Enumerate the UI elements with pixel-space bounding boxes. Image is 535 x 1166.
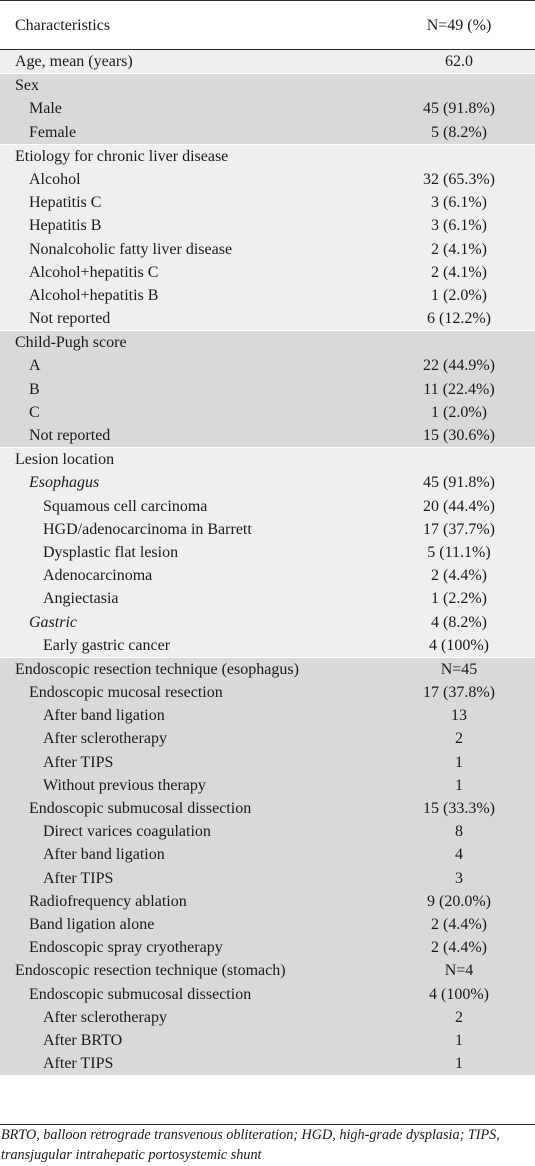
table-header xyxy=(0,0,535,50)
row-value: N=4 xyxy=(444,962,474,980)
row-value: 20 (44.4%) xyxy=(423,497,495,515)
table-row xyxy=(0,611,535,634)
table-row-group xyxy=(0,448,535,658)
table-row xyxy=(0,843,535,866)
table-row-group xyxy=(0,658,535,1076)
row-label: Esophagus xyxy=(29,474,100,492)
row-value: 17 (37.7%) xyxy=(423,520,495,538)
row-value: 6 (12.2%) xyxy=(427,310,491,328)
table-row xyxy=(0,214,535,237)
table-row-group xyxy=(0,74,535,145)
row-label: After BRTO xyxy=(43,1031,123,1049)
row-value: 15 (33.3%) xyxy=(423,800,495,817)
row-value: 45 (91.8%) xyxy=(423,474,495,492)
table-row-group xyxy=(0,331,535,448)
table-row-group xyxy=(0,145,535,332)
row-label: Nonalcoholic fatty liver disease xyxy=(29,240,233,258)
row-label: Hepatitis B xyxy=(29,217,102,235)
row-label: Endoscopic resection technique (esophagus) xyxy=(15,660,299,678)
row-label: Gastric xyxy=(29,613,77,631)
table-row xyxy=(0,518,535,541)
row-value: 4 xyxy=(455,846,463,864)
table-row xyxy=(0,401,535,424)
table-row xyxy=(0,1029,535,1052)
header-characteristics: Characteristics xyxy=(15,17,111,34)
row-label: Sex xyxy=(15,77,39,95)
row-value: 3 xyxy=(455,869,463,887)
row-value: 1 xyxy=(455,776,463,794)
row-value: 4 (100%) xyxy=(429,636,489,654)
row-label: After band ligation xyxy=(43,846,165,864)
row-value: 13 xyxy=(451,707,467,725)
header-n-total: N=49 (%) xyxy=(426,17,492,34)
table-row xyxy=(0,354,535,377)
row-label: After TIPS xyxy=(43,1055,114,1073)
table-row xyxy=(0,936,535,959)
row-value: 2 (4.1%) xyxy=(431,263,487,281)
table-row xyxy=(0,168,535,191)
row-label: After band ligation xyxy=(43,707,165,725)
row-value: 2 (4.4%) xyxy=(431,939,487,957)
row-label: HGD/adenocarcinoma in Barrett xyxy=(43,520,252,538)
row-value: 62.0 xyxy=(445,53,473,70)
table-row xyxy=(0,448,535,471)
row-label: B xyxy=(29,380,40,398)
row-value: N=45 xyxy=(440,660,478,678)
table-row xyxy=(0,658,535,681)
row-label: Age, mean (years) xyxy=(15,53,133,70)
row-value: 11 (22.4%) xyxy=(423,380,495,398)
row-value: 8 xyxy=(455,823,463,841)
row-value: 4 (8.2%) xyxy=(431,613,487,631)
row-label: Not reported xyxy=(29,427,111,444)
row-label: Endoscopic resection technique (stomach) xyxy=(15,962,286,980)
table-row xyxy=(0,681,535,704)
row-label: Endoscopic mucosal resection xyxy=(29,684,223,702)
table-row xyxy=(0,541,535,564)
row-value: 3 (6.1%) xyxy=(431,217,487,235)
row-label: Endoscopic submucosal dissection xyxy=(29,985,252,1003)
table-row xyxy=(0,238,535,261)
table-row xyxy=(0,331,535,354)
table-row xyxy=(0,145,535,168)
row-label: Early gastric cancer xyxy=(43,636,171,654)
row-label: Alcohol xyxy=(29,170,81,188)
table-row xyxy=(0,564,535,587)
row-value: 17 (37.8%) xyxy=(423,684,495,702)
row-value: 15 (30.6%) xyxy=(423,427,495,444)
row-label: Alcohol+hepatitis C xyxy=(29,263,159,281)
table-row xyxy=(0,727,535,750)
row-label: Without previous therapy xyxy=(43,776,206,794)
row-value: 1 (2.0%) xyxy=(431,286,487,304)
row-label: Hepatitis C xyxy=(29,194,102,212)
table-row xyxy=(0,634,535,657)
row-label: Child-Pugh score xyxy=(15,334,127,352)
row-label: Male xyxy=(29,100,62,118)
table-row xyxy=(0,261,535,284)
row-label: After TIPS xyxy=(43,753,114,771)
row-value: 4 (100%) xyxy=(429,985,489,1003)
table-row xyxy=(0,704,535,727)
table-row xyxy=(0,284,535,307)
row-label: Dysplastic flat lesion xyxy=(43,543,179,561)
row-label: A xyxy=(29,357,41,375)
table-row xyxy=(0,378,535,401)
table-row xyxy=(0,191,535,214)
table-row xyxy=(0,890,535,913)
row-label: Band ligation alone xyxy=(29,915,155,933)
table-row xyxy=(0,424,535,447)
table-row xyxy=(0,97,535,120)
row-label: After TIPS xyxy=(43,869,114,887)
row-label: Adenocarcinoma xyxy=(43,567,153,585)
row-value: 45 (91.8%) xyxy=(423,100,495,118)
table-row xyxy=(0,867,535,890)
table-row xyxy=(0,1052,535,1075)
table-row xyxy=(0,74,535,97)
row-value: 2 (4.4%) xyxy=(431,915,487,933)
row-label: Alcohol+hepatitis B xyxy=(29,286,159,304)
row-value: 2 (4.1%) xyxy=(431,240,487,258)
row-value: 22 (44.9%) xyxy=(423,357,495,375)
table-row xyxy=(0,50,535,73)
row-value: 1 (2.2%) xyxy=(431,590,487,608)
table-row xyxy=(0,1006,535,1029)
row-label: Not reported xyxy=(29,310,111,328)
row-value: 2 xyxy=(455,730,463,748)
row-label: Etiology for chronic liver disease xyxy=(15,147,229,165)
row-value: 1 (2.0%) xyxy=(431,403,487,421)
row-label: Direct varices coagulation xyxy=(43,823,211,841)
row-value: 9 (20.0%) xyxy=(427,892,491,910)
row-label: Lesion location xyxy=(15,451,115,469)
row-label: Squamous cell carcinoma xyxy=(43,497,208,515)
table-row xyxy=(0,774,535,797)
row-value: 5 (8.2%) xyxy=(431,123,487,141)
table-row xyxy=(0,495,535,518)
row-label: After sclerotherapy xyxy=(43,730,167,748)
table-row xyxy=(0,587,535,610)
table-row xyxy=(0,983,535,1006)
row-value: 2 xyxy=(455,1008,463,1026)
row-label: C xyxy=(29,403,40,421)
row-value: 3 (6.1%) xyxy=(431,194,487,212)
row-label: Female xyxy=(29,123,77,141)
row-value: 32 (65.3%) xyxy=(423,170,495,188)
table-row xyxy=(0,820,535,843)
table-row xyxy=(0,959,535,982)
table-row xyxy=(0,121,535,144)
row-label: Angiectasia xyxy=(43,590,119,608)
table-row-group xyxy=(0,50,535,74)
table-row xyxy=(0,471,535,494)
row-value: 1 xyxy=(455,1031,463,1049)
table-row xyxy=(0,307,535,330)
table-footnote: BRTO, balloon retrograde transvenous obliteration; HGD, high-grade dysplasia; TIPS, transjugular intrahepatic portosystemic shunt xyxy=(0,1124,535,1165)
row-label: After sclerotherapy xyxy=(43,1008,167,1026)
row-label: Endoscopic submucosal dissection xyxy=(29,800,252,817)
row-value: 1 xyxy=(455,753,463,771)
table-body xyxy=(0,50,535,1076)
row-label: Endoscopic spray cryotherapy xyxy=(29,939,223,957)
row-label: Radiofrequency ablation xyxy=(29,892,187,910)
row-value: 2 (4.4%) xyxy=(431,567,487,585)
table-row xyxy=(0,797,535,820)
table-row xyxy=(0,751,535,774)
row-value: 1 xyxy=(455,1055,463,1073)
row-value: 5 (11.1%) xyxy=(427,543,491,561)
table-row xyxy=(0,913,535,936)
